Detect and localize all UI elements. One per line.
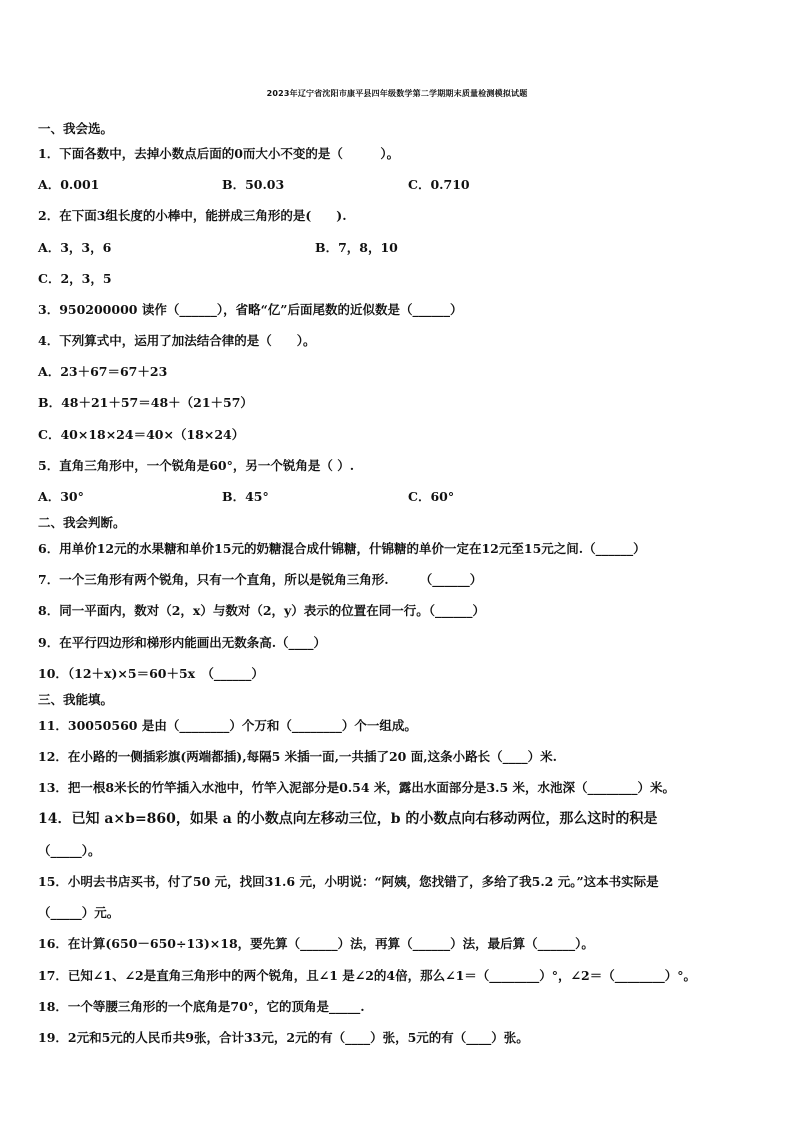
question-10: 10．（12＋x)×5＝60＋5x （______） [38,666,264,681]
question-1-option-b: B．50.03 [222,177,285,192]
question-13: 13．把一根8米长的竹竿插入水池中，竹竿入泥部分是0.54 米，露出水面部分是3.5 米，水池深（________）米。 [38,780,675,795]
question-6: 6．用单价12元的水果糖和单价15元的奶糖混合成什锦糖，什锦糖的单价一定在12元至15元之间.（______） [38,541,646,556]
question-5-option-b: B．45° [222,489,269,504]
question-8: 8．同一平面内，数对（2，x）与数对（2，y）表示的位置在同一行。（______） [38,603,486,618]
question-17: 17．已知∠1、∠2是直角三角形中的两个锐角，且∠1 是∠2的4倍，那么∠1＝（________）°，∠2＝（________）°。 [38,968,696,983]
question-15-line-2: （_____）元。 [38,905,120,920]
question-1-option-a: A．0.001 [38,177,100,192]
question-4-option-b: B．48＋21＋57＝48＋（21＋57） [38,395,253,410]
section-heading-judge: 二、我会判断。 [38,515,126,530]
question-4-stem: 4．下列算式中，运用了加法结合律的是（ ）。 [38,333,316,348]
question-5-option-c: C．60° [408,489,455,504]
section-heading-fill: 三、我能填。 [38,692,114,707]
question-4-option-a: A．23＋67＝67＋23 [38,364,168,379]
question-4-option-c: C．40×18×24＝40×（18×24） [38,427,245,442]
question-9: 9．在平行四边形和梯形内能画出无数条高.（____） [38,635,327,650]
question-18: 18．一个等腰三角形的一个底角是70°，它的顶角是_____. [38,999,365,1014]
question-12: 12．在小路的一侧插彩旗(两端都插),每隔5 米插一面,一共插了20 面,这条小路长（____）米. [38,749,557,764]
question-2-option-b: B．7，8，10 [315,240,398,255]
question-2-option-c: C．2，3，5 [38,271,112,286]
question-16: 16．在计算(650－650÷13)×18，要先算（______）法，再算（______）法，最后算（______）。 [38,936,594,951]
question-5-stem: 5．直角三角形中，一个锐角是60°，另一个锐角是（ ）. [38,458,355,473]
question-1-option-c: C．0.710 [408,177,470,192]
question-14-line-2: （_____）。 [38,843,101,858]
question-15-line-1: 15．小明去书店买书，付了50 元，找回31.6 元，小明说：“阿姨，您找错了，多给了我5.2 元。”这本书实际是 [38,874,659,889]
question-14-line-1: 14．已知 a×b=860，如果 a 的小数点向左移动三位，b 的小数点向右移动两位，那么这时的积是 [38,811,658,827]
question-11: 11．30050560 是由（________）个万和（________）个一组成。 [38,718,417,733]
question-19: 19．2元和5元的人民币共9张，合计33元，2元的有（____）张，5元的有（____）张。 [38,1030,529,1045]
exam-title: 2023年辽宁省沈阳市康平县四年级数学第二学期期末质量检测模拟试题 [266,89,528,98]
question-7: 7．一个三角形有两个锐角，只有一个直角，所以是锐角三角形. （______） [38,572,483,587]
question-5-option-a: A．30° [38,489,84,504]
question-2-option-a: A．3，3，6 [38,240,112,255]
question-3: 3．950200000 读作（______），省略“亿”后面尾数的近似数是（______） [38,302,463,317]
question-2-stem: 2．在下面3组长度的小棒中，能拼成三角形的是( ). [38,208,347,223]
section-heading-choice: 一、我会选。 [38,121,114,136]
question-1-stem: 1．下面各数中，去掉小数点后面的0而大小不变的是（ ）。 [38,146,400,161]
